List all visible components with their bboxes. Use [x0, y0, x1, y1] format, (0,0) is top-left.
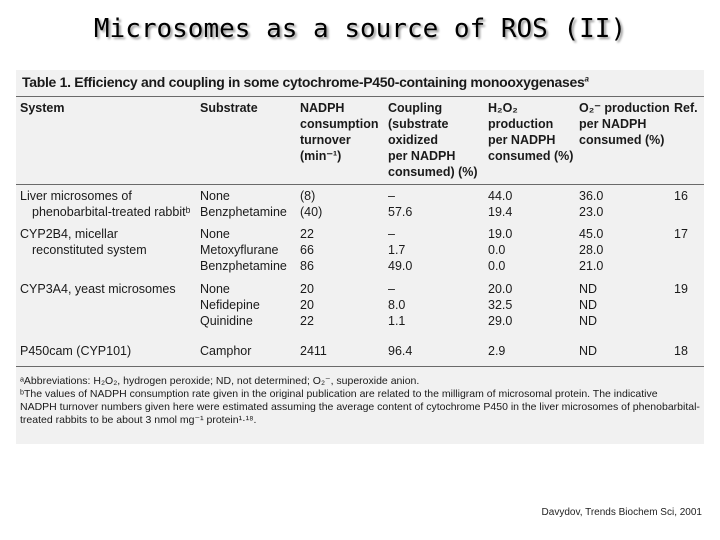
header-line: per NADPH [388, 149, 456, 163]
table-cell-line: None [200, 189, 230, 203]
table-header-rule [16, 184, 704, 185]
table-caption [22, 74, 589, 90]
table-cell-line: 8.0 [388, 298, 406, 312]
header-line: Ref. [674, 101, 698, 115]
header-line: (substrate [388, 117, 449, 131]
header-superoxide-production [579, 100, 670, 148]
table-cell-h2o2 [488, 343, 505, 359]
header-substrate [200, 100, 258, 116]
table-cell-substrate [200, 188, 287, 220]
table-cell-line: 20.0 [488, 282, 513, 296]
table-cell-line: 49.0 [388, 259, 413, 273]
table-cell-line: 20 [300, 298, 314, 312]
table-cell-coupling [388, 226, 412, 274]
citation: Davydov, Trends Biochem Sci, 2001 [541, 507, 702, 518]
header-line: per NADPH [488, 133, 556, 147]
table-cell-system [20, 281, 176, 297]
table-cell-substrate [200, 226, 287, 274]
table-cell-line: Liver microsomes of [20, 189, 132, 203]
table-cell-nadph [300, 188, 322, 220]
table-cell-line: ND [579, 298, 598, 312]
table-cell-line: 96.4 [388, 344, 413, 358]
table-cell-ref [674, 188, 688, 204]
table-cell-line: 19.4 [488, 205, 513, 219]
table-cell-line: – [388, 227, 395, 241]
footnote-line: NADPH turnover numbers given here were estimated assuming the average content of cytochrome P450 in the liver microsomes of phenobarbital- [20, 401, 700, 413]
table-cell-line: 28.0 [579, 243, 604, 257]
table-cell-ref [674, 281, 688, 297]
header-line: consumption [300, 117, 379, 131]
table-cell-line: 0.0 [488, 243, 506, 257]
header-line: production [488, 117, 554, 131]
table-cell-line: 17 [674, 227, 688, 241]
table-footnotes [20, 375, 700, 427]
table-cell-line: Benzphetamine [200, 259, 287, 273]
header-line: H₂O₂ [488, 101, 518, 115]
table-cell-line: None [200, 227, 230, 241]
table-cell-coupling [388, 188, 412, 220]
table-cell-nadph [300, 343, 327, 359]
table-cell-line: 1.1 [388, 314, 406, 328]
table-cell-ref [674, 226, 688, 242]
table-cell-line: 66 [300, 243, 314, 257]
table-cell-line: – [388, 282, 395, 296]
table-cell-h2o2 [488, 226, 512, 274]
table-cell-line: 21.0 [579, 259, 604, 273]
table-cell-line: reconstituted system [32, 243, 147, 257]
table-cell-line: CYP2B4, micellar [20, 227, 118, 241]
table-cell-substrate [200, 281, 260, 329]
header-line: turnover [300, 133, 351, 147]
table-panel [16, 70, 704, 444]
table-cell-line: (40) [300, 205, 323, 219]
table-cell-line: ND [579, 314, 598, 328]
table-cell-ref [674, 343, 688, 359]
table-cell-substrate [200, 343, 251, 359]
table-cell-line: 19.0 [488, 227, 513, 241]
table-cell-nadph [300, 281, 314, 329]
table-cell-line: 22 [300, 314, 314, 328]
table-cell-system [20, 343, 131, 359]
header-line: O₂⁻ production [579, 101, 670, 115]
table-cell-line: 44.0 [488, 189, 513, 203]
header-h2o2-production [488, 100, 573, 164]
table-cell-line: CYP3A4, yeast microsomes [20, 282, 176, 296]
header-line: oxidized [388, 133, 439, 147]
table-cell-line: 36.0 [579, 189, 604, 203]
table-cell-line: None [200, 282, 230, 296]
table-cell-line: ND [579, 344, 598, 358]
table-cell-line: 19 [674, 282, 688, 296]
table-cell-h2o2 [488, 188, 512, 220]
table-cell-line: 0.0 [488, 259, 506, 273]
table-cell-line: 29.0 [488, 314, 513, 328]
footnote-line: treated rabbits to be about 3 nmol mg⁻¹ protein¹·¹⁸. [20, 414, 257, 426]
table-cell-line: 2.9 [488, 344, 506, 358]
header-line: Substrate [200, 101, 258, 115]
table-cell-o2 [579, 281, 597, 329]
table-cell-line: 20 [300, 282, 314, 296]
header-line: consumed) (%) [388, 165, 478, 179]
table-cell-line: 1.7 [388, 243, 406, 257]
header-line: consumed (%) [579, 133, 665, 147]
table-cell-line: (8) [300, 189, 316, 203]
table-cell-line: P450cam (CYP101) [20, 344, 132, 358]
header-system [20, 100, 64, 116]
table-cell-line: 16 [674, 189, 688, 203]
table-top-rule [16, 96, 704, 97]
table-cell-line: Camphor [200, 344, 252, 358]
table-cell-o2 [579, 226, 603, 274]
table-cell-line: 18 [674, 344, 688, 358]
header-line: NADPH [300, 101, 345, 115]
table-bottom-rule [16, 366, 704, 367]
table-cell-line: Quinidine [200, 314, 253, 328]
header-line: (min⁻¹) [300, 149, 342, 163]
table-cell-h2o2 [488, 281, 512, 329]
table-cell-line: Nefidepine [200, 298, 260, 312]
header-line: System [20, 101, 65, 115]
header-line: per NADPH [579, 117, 647, 131]
slide-title: Microsomes as a source of ROS (II) [93, 14, 627, 44]
footnote-line: ᵇThe values of NADPH consumption rate given in the original publication are related to the milligram of microsomal protein. The indicative [20, 388, 658, 400]
table-cell-line: 57.6 [388, 205, 413, 219]
table-caption-text: Table 1. Efficiency and coupling in some cytochrome-P450-containing monooxygenases [22, 74, 585, 90]
header-nadph-turnover [300, 100, 378, 164]
table-cell-nadph [300, 226, 314, 274]
table-cell-line: Metoxyflurane [200, 243, 279, 257]
table-cell-o2 [579, 188, 603, 220]
table-cell-coupling [388, 281, 405, 329]
table-cell-line: 45.0 [579, 227, 604, 241]
table-cell-line: 32.5 [488, 298, 513, 312]
table-cell-line: – [388, 189, 395, 203]
table-cell-line: 2411 [300, 344, 327, 358]
table-cell-line: 23.0 [579, 205, 604, 219]
table-cell-system [20, 226, 147, 258]
table-cell-system [20, 188, 190, 220]
footnote-line: ᵃAbbreviations: H₂O₂, hydrogen peroxide; ND, not determined; O₂⁻, superoxide anion. [20, 375, 420, 387]
table-cell-line: 86 [300, 259, 314, 273]
table-cell-line: Benzphetamine [200, 205, 287, 219]
header-line: consumed (%) [488, 149, 574, 163]
table-cell-line: phenobarbital-treated rabbitᵇ [32, 205, 191, 219]
table-cell-line: 22 [300, 227, 314, 241]
header-coupling [388, 100, 478, 180]
table-cell-line: ND [579, 282, 598, 296]
header-line: Coupling [388, 101, 443, 115]
header-ref [674, 100, 698, 116]
table-caption-footnote-mark: a [584, 74, 589, 84]
table-cell-coupling [388, 343, 412, 359]
table-cell-o2 [579, 343, 597, 359]
